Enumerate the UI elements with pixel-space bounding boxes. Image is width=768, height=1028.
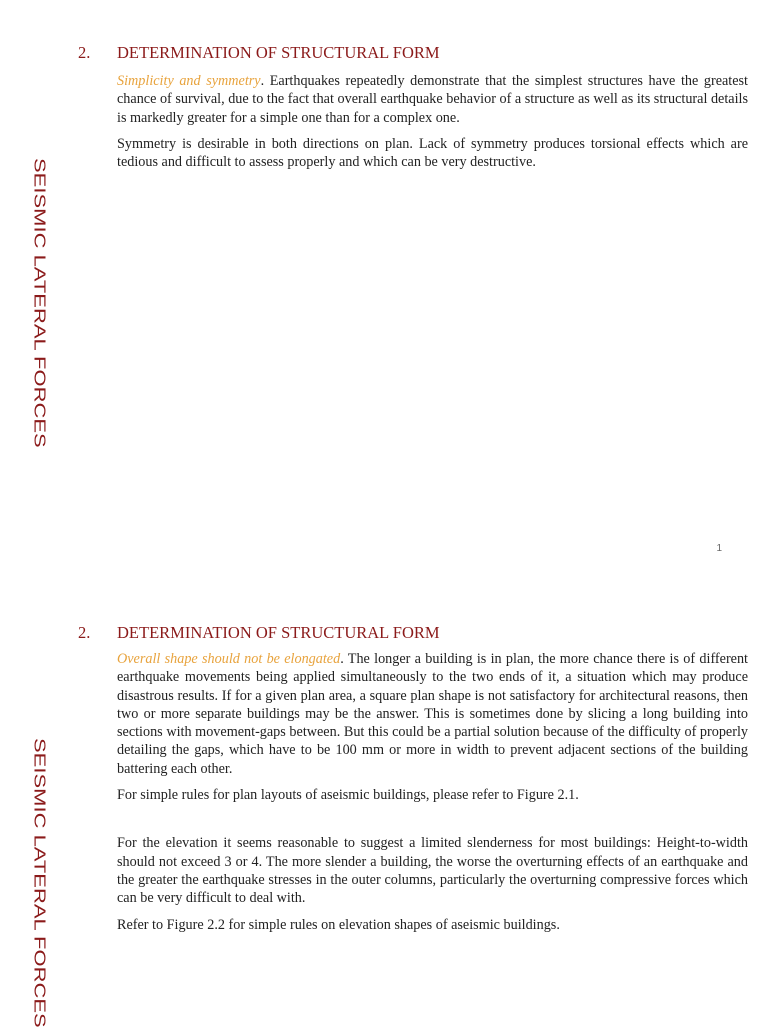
paragraph-lead: Overall shape should not be elongated — [117, 651, 341, 667]
heading-text: DETERMINATION OF STRUCTURAL FORM — [117, 623, 440, 642]
slide-body — [117, 72, 748, 179]
paragraph — [117, 650, 748, 778]
paragraph-lead: Simplicity and symmetry — [117, 73, 261, 89]
heading-text: DETERMINATION OF STRUCTURAL FORM — [117, 43, 440, 62]
slide-body — [117, 650, 748, 942]
side-title: SEISMIC LATERAL FORCES — [31, 158, 49, 448]
section-heading — [78, 623, 440, 643]
heading-number: 2. — [78, 623, 91, 642]
paragraph-text: . Earthquakes repeatedly demonstrate that the simplest structures have the greatest chance of survival, due to the fact that overall earthquake behavior of a structure as well as its structural details is markedly greater for a simple one than for a complex one. — [117, 73, 748, 126]
heading-number: 2. — [78, 43, 91, 62]
paragraph — [117, 834, 748, 907]
paragraph — [117, 135, 748, 172]
paragraph — [117, 72, 748, 127]
slide-page-2 — [0, 580, 768, 1028]
paragraph-text: Symmetry is desirable in both directions on plan. Lack of symmetry produces torsional effects which are tedious and difficult to assess properly and which can be very destructive. — [117, 135, 748, 171]
paragraph-text: . The longer a building is in plan, the more chance there is of different earthquake movements being applied simultaneously to the two ends of it, a situation which may produce disastrous results. If for a given plan area, a square plan shape is not satisfactory for architectural reasons, then two or more separate buildings may be the answer. This is sometimes done by slicing a long building into sections with movement-gaps between. But this could be a partial solution because of the difficulty of properly detailing the gaps, which have to be 100 mm or more in width to prevent adjacent sections of the building battering each other. — [117, 651, 748, 777]
paragraph — [117, 786, 748, 804]
paragraph-text: Refer to Figure 2.2 for simple rules on elevation shapes of aseismic buildings. — [117, 916, 560, 933]
section-heading — [78, 43, 440, 63]
paragraph-text: For simple rules for plan layouts of aseismic buildings, please refer to Figure 2.1. — [117, 787, 579, 804]
paragraph — [117, 916, 748, 934]
side-title: SEISMIC LATERAL FORCES — [31, 738, 49, 1028]
page-number: 1 — [716, 543, 722, 554]
paragraph-text: For the elevation it seems reasonable to suggest a limited slenderness for most buildings: Height-to-width should not exceed 3 or 4. The more slender a building, the worse the overturning effects of an earthquake and the greater the earthquake stresses in the outer columns, particularly the overturning compressive forces which can be very difficult to deal with. — [117, 835, 748, 907]
